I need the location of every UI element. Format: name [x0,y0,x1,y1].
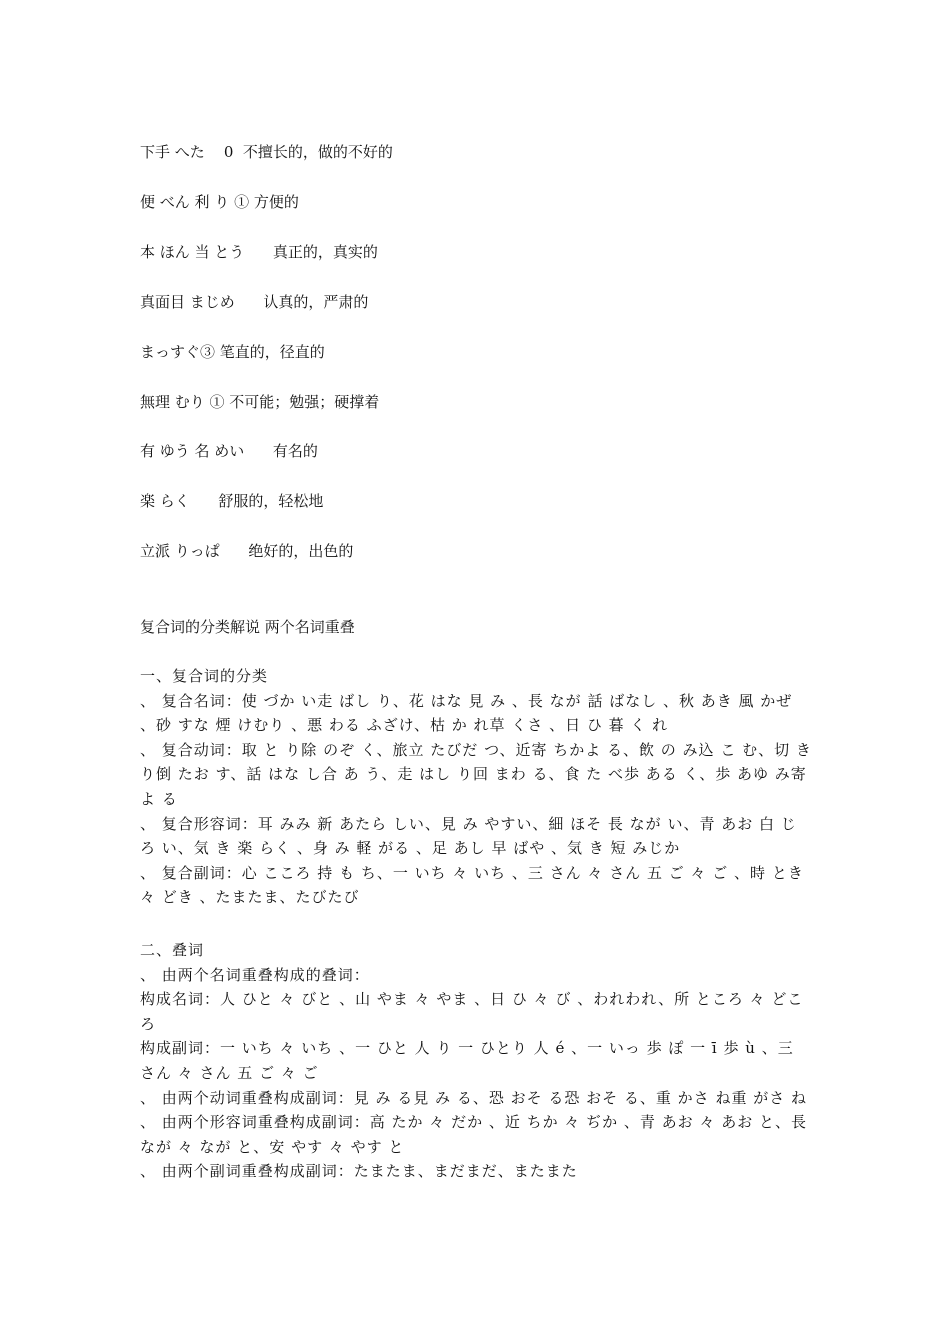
list-item: 、 由两个名词重叠构成的叠词： [140,965,370,984]
vocab-line: 有 ゆう 名 めい 有名的 [140,442,318,460]
section-compound-classification [140,664,812,910]
vocab-line: 下手 へた 0 不擅长的，做的不好的 [140,143,393,161]
list-item: 、 由两个动词重叠构成副词：見 み る見 み る、恐 おそ る恐 おそ る、重 かさ ね重 がさ ね [140,1088,807,1107]
vocab-line: まっすぐ③ 笔直的，径直的 [140,343,325,361]
section-heading: 二、叠词 [140,941,205,959]
list-item: 、 复合形容词：耳 みみ 新 あたら しい、見 み やすい、細 ほそ 長 なが い、青 あお 白 じろ い、気 き 楽 らく 、身 み 軽 がる 、足 あし 早 ばや 、気 き 短 みじか [140,814,797,858]
list-item: 、 由两个形容词重叠构成副词：高 たか 々 だか 、近 ちか 々 ぢか 、青 あお 々 あお と、長 なが 々 なが と、安 やす 々 やす と [140,1113,807,1156]
vocab-line: 便 べん 利 り ① 方便的 [140,193,299,211]
vocab-line: 楽 らく 舒服的，轻松地 [140,492,324,510]
list-item: 、 复合副词：心 こころ 持 も ち、一 いち 々 いち 、三 さん 々 さん 五 ご 々 ご 、時 とき 々 どき 、たまたま、たびたび [140,863,804,907]
list-item: 构成名词：人 ひと 々 びと 、山 やま 々 やま 、日 ひ 々 び 、われわれ、所 ところ 々 どころ [140,990,804,1033]
vocab-line: 本 ほん 当 とう 真正的，真实的 [140,243,378,261]
list-item: 、 复合名词：使 づか い走 ばし り、花 はな 見 み 、長 なが 話 ばなし 、秋 あき 風 かぜ 、砂 すな 煙 けむり 、悪 わる ふざけ、枯 か れ草 くさ 、日 ひ 暮 く れ [140,691,793,735]
vocab-line: 立派 りっぱ 绝好的，出色的 [140,542,354,560]
vocab-line: 真面目 まじめ 认真的，严肃的 [140,293,369,311]
list-item: 、 复合动词：取 と り除 のぞ く、旅立 たびだ つ、近寄 ちかよ る、飲 の み込 こ む、切 き り倒 たお す、話 はな し合 あ う、走 はし り回 まわ る、食 た べ歩 ある く、歩 あゆ み寄 よ る [140,740,812,808]
vocab-line: 無理 むり ① 不可能；勉强；硬撑着 [140,393,380,411]
compound-title: 复合词的分类解说 两个名词重叠 [140,618,355,636]
section-heading: 一、复合词的分类 [140,667,269,685]
section-reduplication [140,938,812,1184]
list-item: 、 由两个副词重叠构成副词：たまたま、まだまだ、またまた [140,1162,578,1181]
list-item: 构成副词：一 いち 々 いち 、一 ひと 人 り 一 ひとり 人 é 、一 いっ 歩 ぽ 一 ī 歩 ù 、三 さん 々 さん 五 ご 々 ご [140,1039,794,1082]
